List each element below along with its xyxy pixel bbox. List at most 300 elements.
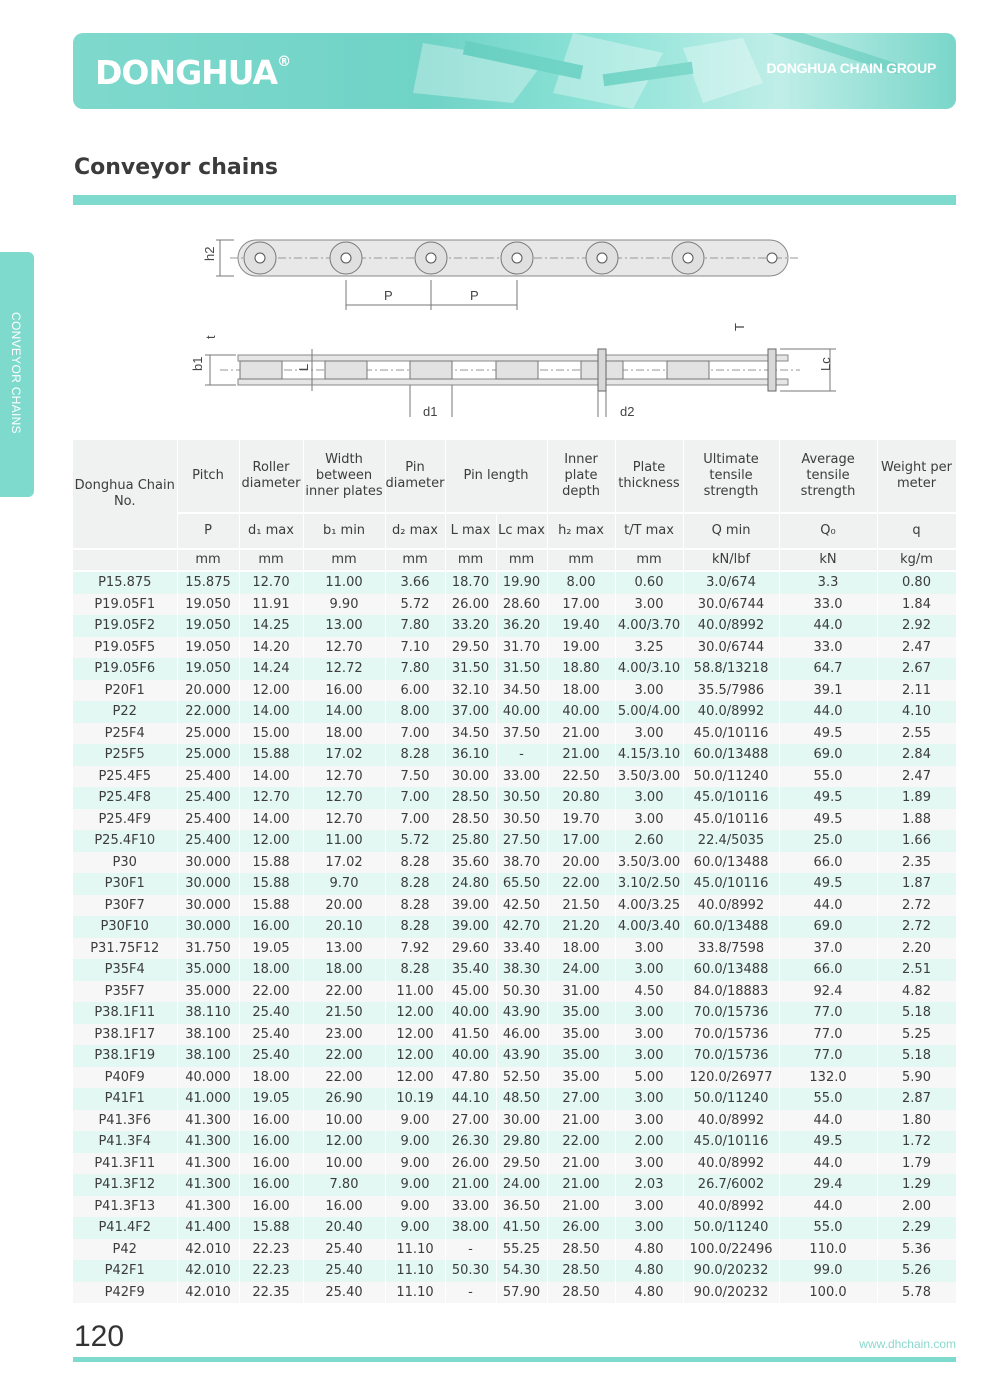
table-cell: 7.80: [385, 658, 445, 680]
table-cell: 12.00: [385, 1002, 445, 1024]
chain-number-cell: P41.3F13: [73, 1196, 177, 1218]
unit-cell: mm: [547, 549, 615, 571]
table-cell: 3.00: [615, 938, 683, 960]
table-body: [73, 571, 956, 1303]
chain-number-cell: P42: [73, 1239, 177, 1261]
table-cell: 25.400: [177, 787, 239, 809]
chain-number-cell: P30: [73, 852, 177, 874]
header-roller-diameter: Roller diameter: [239, 440, 303, 513]
table-cell: -: [496, 744, 547, 766]
table-cell: 44.0: [779, 701, 877, 723]
table-cell: 31.70: [496, 637, 547, 659]
table-row: [73, 852, 956, 874]
table-cell: 4.50: [615, 981, 683, 1003]
table-cell: 2.92: [877, 615, 956, 637]
table-cell: 13.00: [303, 615, 385, 637]
table-cell: 44.0: [779, 895, 877, 917]
table-cell: 28.50: [445, 787, 496, 809]
table-cell: 21.00: [547, 1196, 615, 1218]
table-cell: 26.00: [445, 1153, 496, 1175]
table-cell: 10.00: [303, 1110, 385, 1132]
table-cell: 31.750: [177, 938, 239, 960]
table-cell: 9.00: [385, 1131, 445, 1153]
table-cell: 41.50: [496, 1217, 547, 1239]
table-cell: 21.00: [547, 1153, 615, 1175]
chain-number-cell: P38.1F17: [73, 1024, 177, 1046]
table-cell: 41.400: [177, 1217, 239, 1239]
table-cell: 19.40: [547, 615, 615, 637]
unit-cell: kg/m: [877, 549, 956, 571]
table-cell: 50.0/11240: [683, 766, 779, 788]
table-cell: 35.000: [177, 981, 239, 1003]
table-cell: 25.40: [239, 1045, 303, 1067]
table-cell: 24.80: [445, 873, 496, 895]
table-row: [73, 1282, 956, 1304]
table-row: [73, 1110, 956, 1132]
table-row: [73, 1088, 956, 1110]
table-cell: 16.00: [303, 1196, 385, 1218]
table-cell: 45.0/10116: [683, 1131, 779, 1153]
table-cell: 29.80: [496, 1131, 547, 1153]
table-cell: 30.000: [177, 852, 239, 874]
table-cell: 26.7/6002: [683, 1174, 779, 1196]
table-cell: 18.80: [547, 658, 615, 680]
header-width-between: Width between inner plates: [303, 440, 385, 513]
table-row: [73, 1260, 956, 1282]
table-cell: 22.00: [303, 1067, 385, 1089]
table-cell: 70.0/15736: [683, 1045, 779, 1067]
table-cell: 48.50: [496, 1088, 547, 1110]
table-cell: 2.84: [877, 744, 956, 766]
table-cell: 15.875: [177, 571, 239, 594]
table-cell: 26.00: [547, 1217, 615, 1239]
unit-cell: mm: [177, 549, 239, 571]
chain-number-cell: P19.05F6: [73, 658, 177, 680]
table-cell: 38.00: [445, 1217, 496, 1239]
table-cell: 20.000: [177, 680, 239, 702]
symbol-cell: L max: [445, 513, 496, 549]
table-cell: 21.00: [547, 1174, 615, 1196]
table-cell: 36.20: [496, 615, 547, 637]
table-cell: 14.00: [239, 701, 303, 723]
table-cell: 7.80: [303, 1174, 385, 1196]
table-cell: 37.00: [445, 701, 496, 723]
table-cell: 15.88: [239, 744, 303, 766]
table-cell: 22.35: [239, 1282, 303, 1304]
table-row: [73, 895, 956, 917]
table-cell: 49.5: [779, 787, 877, 809]
table-cell: 25.000: [177, 723, 239, 745]
table-cell: 35.00: [547, 1002, 615, 1024]
table-row: [73, 1045, 956, 1067]
chain-number-cell: P35F7: [73, 981, 177, 1003]
table-cell: 45.0/10116: [683, 873, 779, 895]
chain-number-cell: P42F1: [73, 1260, 177, 1282]
table-cell: 28.50: [547, 1239, 615, 1261]
header-ultimate-strength: Ultimate tensile strength: [683, 440, 779, 513]
unit-cell: mm: [303, 549, 385, 571]
footer-divider: [73, 1357, 956, 1362]
table-cell: 16.00: [239, 1174, 303, 1196]
table-cell: 36.10: [445, 744, 496, 766]
table-cell: 16.00: [239, 916, 303, 938]
table-cell: 22.00: [547, 1131, 615, 1153]
chain-number-cell: P31.75F12: [73, 938, 177, 960]
symbol-cell: Lc max: [496, 513, 547, 549]
table-cell: 55.0: [779, 1217, 877, 1239]
table-cell: 29.50: [496, 1153, 547, 1175]
table-cell: 33.40: [496, 938, 547, 960]
table-cell: 132.0: [779, 1067, 877, 1089]
table-cell: 50.0/11240: [683, 1088, 779, 1110]
svg-text:P: P: [384, 288, 393, 303]
header-plate-thickness: Plate thickness: [615, 440, 683, 513]
table-cell: 5.72: [385, 830, 445, 852]
table-cell: 35.00: [547, 1024, 615, 1046]
table-cell: 4.00/3.70: [615, 615, 683, 637]
table-cell: 3.3: [779, 571, 877, 594]
table-cell: 3.66: [385, 571, 445, 594]
table-cell: 42.010: [177, 1282, 239, 1304]
table-cell: 8.28: [385, 744, 445, 766]
table-cell: 40.0/8992: [683, 1196, 779, 1218]
table-cell: 7.50: [385, 766, 445, 788]
chain-number-cell: P30F10: [73, 916, 177, 938]
table-cell: 21.20: [547, 916, 615, 938]
table-cell: 99.0: [779, 1260, 877, 1282]
table-cell: 41.50: [445, 1024, 496, 1046]
table-cell: 66.0: [779, 852, 877, 874]
table-cell: 2.67: [877, 658, 956, 680]
footer-url: www.dhchain.com: [859, 1337, 956, 1351]
table-cell: 28.50: [547, 1260, 615, 1282]
table-cell: 2.11: [877, 680, 956, 702]
group-name: DONGHUA CHAIN GROUP: [766, 60, 936, 76]
table-cell: 7.92: [385, 938, 445, 960]
table-cell: 19.00: [547, 637, 615, 659]
chain-number-cell: P41.4F2: [73, 1217, 177, 1239]
table-cell: 77.0: [779, 1024, 877, 1046]
table-cell: 58.8/13218: [683, 658, 779, 680]
table-cell: 92.4: [779, 981, 877, 1003]
table-cell: 45.0/10116: [683, 809, 779, 831]
table-cell: 31.50: [445, 658, 496, 680]
table-cell: 31.50: [496, 658, 547, 680]
table-cell: 16.00: [239, 1196, 303, 1218]
table-cell: 1.87: [877, 873, 956, 895]
table-cell: 4.00/3.10: [615, 658, 683, 680]
table-cell: 3.00: [615, 1153, 683, 1175]
table-cell: 35.40: [445, 959, 496, 981]
table-cell: 25.0: [779, 830, 877, 852]
table-cell: 40.0/8992: [683, 1153, 779, 1175]
table-cell: 11.00: [303, 571, 385, 594]
table-cell: 16.00: [239, 1131, 303, 1153]
table-cell: 44.0: [779, 615, 877, 637]
table-cell: 25.400: [177, 809, 239, 831]
table-cell: 27.00: [547, 1088, 615, 1110]
table-row: [73, 787, 956, 809]
unit-cell: kN: [779, 549, 877, 571]
table-cell: 14.25: [239, 615, 303, 637]
table-cell: 3.00: [615, 1196, 683, 1218]
svg-text:L: L: [296, 363, 311, 371]
table-cell: 26.90: [303, 1088, 385, 1110]
chain-number-cell: P30F1: [73, 873, 177, 895]
table-cell: 45.0/10116: [683, 787, 779, 809]
table-cell: 40.0/8992: [683, 615, 779, 637]
table-cell: 42.010: [177, 1239, 239, 1261]
table-cell: 19.90: [496, 571, 547, 594]
table-cell: 4.00/3.25: [615, 895, 683, 917]
table-cell: 21.00: [547, 1110, 615, 1132]
table-row: [73, 680, 956, 702]
table-cell: 33.0: [779, 637, 877, 659]
symbol-cell: b₁ min: [303, 513, 385, 549]
table-cell: 37.0: [779, 938, 877, 960]
chain-number-cell: P41F1: [73, 1088, 177, 1110]
table-cell: 16.00: [239, 1110, 303, 1132]
table-cell: 25.40: [239, 1002, 303, 1024]
table-cell: 28.50: [547, 1282, 615, 1304]
table-cell: 12.70: [239, 787, 303, 809]
table-cell: 12.70: [239, 571, 303, 594]
table-cell: 8.28: [385, 916, 445, 938]
table-cell: 40.00: [445, 1002, 496, 1024]
section-side-tab: [0, 252, 34, 497]
table-cell: 22.000: [177, 701, 239, 723]
table-cell: 16.00: [239, 1153, 303, 1175]
table-cell: 2.20: [877, 938, 956, 960]
symbol-cell: P: [177, 513, 239, 549]
table-row: [73, 1067, 956, 1089]
chain-number-cell: P19.05F1: [73, 594, 177, 616]
table-cell: 41.300: [177, 1131, 239, 1153]
table-cell: 77.0: [779, 1045, 877, 1067]
table-cell: 3.00: [615, 1045, 683, 1067]
table-row: [73, 938, 956, 960]
table-cell: 4.15/3.10: [615, 744, 683, 766]
svg-text:d1: d1: [423, 404, 438, 419]
table-cell: 0.60: [615, 571, 683, 594]
table-cell: 4.00/3.40: [615, 916, 683, 938]
table-cell: 66.0: [779, 959, 877, 981]
table-cell: 3.25: [615, 637, 683, 659]
table-row: [73, 615, 956, 637]
table-cell: 44.10: [445, 1088, 496, 1110]
table-cell: 5.26: [877, 1260, 956, 1282]
symbol-cell: Q min: [683, 513, 779, 549]
table-cell: 110.0: [779, 1239, 877, 1261]
table-cell: 17.00: [547, 830, 615, 852]
table-cell: 15.00: [239, 723, 303, 745]
unit-cell-empty: [73, 549, 177, 571]
table-cell: 77.0: [779, 1002, 877, 1024]
table-cell: 21.00: [445, 1174, 496, 1196]
table-cell: 49.5: [779, 723, 877, 745]
table-cell: 9.90: [303, 594, 385, 616]
table-cell: 25.400: [177, 830, 239, 852]
table-cell: 10.19: [385, 1088, 445, 1110]
table-cell: 15.88: [239, 873, 303, 895]
table-cell: 19.050: [177, 615, 239, 637]
table-row: [73, 959, 956, 981]
table-cell: 69.0: [779, 744, 877, 766]
table-cell: 49.5: [779, 809, 877, 831]
table-cell: 3.00: [615, 1110, 683, 1132]
table-cell: 14.00: [239, 809, 303, 831]
table-row: [73, 830, 956, 852]
table-cell: 2.35: [877, 852, 956, 874]
chain-number-cell: P38.1F19: [73, 1045, 177, 1067]
table-cell: 22.4/5035: [683, 830, 779, 852]
table-cell: 12.70: [303, 637, 385, 659]
table-cell: 19.050: [177, 658, 239, 680]
table-cell: -: [445, 1282, 496, 1304]
table-cell: 65.50: [496, 873, 547, 895]
table-cell: 17.00: [547, 594, 615, 616]
table-cell: 28.60: [496, 594, 547, 616]
table-cell: 84.0/18883: [683, 981, 779, 1003]
table-cell: 47.80: [445, 1067, 496, 1089]
table-cell: 1.72: [877, 1131, 956, 1153]
table-row: [73, 981, 956, 1003]
table-cell: 30.00: [445, 766, 496, 788]
table-cell: 14.00: [303, 701, 385, 723]
table-cell: 46.00: [496, 1024, 547, 1046]
symbol-cell: t/T max: [615, 513, 683, 549]
table-cell: 18.00: [239, 1067, 303, 1089]
table-cell: 3.00: [615, 1217, 683, 1239]
table-cell: 9.00: [385, 1196, 445, 1218]
table-row: [73, 916, 956, 938]
table-cell: 12.70: [303, 787, 385, 809]
table-cell: 23.00: [303, 1024, 385, 1046]
table-cell: 11.10: [385, 1239, 445, 1261]
table-cell: 33.00: [445, 1196, 496, 1218]
table-cell: 7.00: [385, 809, 445, 831]
table-cell: 9.00: [385, 1174, 445, 1196]
table-cell: 2.87: [877, 1088, 956, 1110]
table-cell: 19.05: [239, 938, 303, 960]
table-row: [73, 744, 956, 766]
table-cell: 34.50: [445, 723, 496, 745]
table-row: [73, 1239, 956, 1261]
table-row: [73, 1196, 956, 1218]
table-cell: 14.24: [239, 658, 303, 680]
table-cell: 12.00: [303, 1131, 385, 1153]
table-cell: 8.28: [385, 852, 445, 874]
table-cell: 15.88: [239, 895, 303, 917]
table-cell: 5.25: [877, 1024, 956, 1046]
table-cell: 70.0/15736: [683, 1024, 779, 1046]
table-cell: 40.00: [496, 701, 547, 723]
table-cell: 3.00: [615, 787, 683, 809]
header-average-strength: Average tensile strength: [779, 440, 877, 513]
chain-number-cell: P30F7: [73, 895, 177, 917]
table-cell: 2.72: [877, 916, 956, 938]
table-cell: 45.00: [445, 981, 496, 1003]
table-cell: 21.50: [547, 895, 615, 917]
table-cell: 40.0/8992: [683, 701, 779, 723]
table-cell: 31.00: [547, 981, 615, 1003]
table-row: [73, 1174, 956, 1196]
header-inner-plate-depth: Inner plate depth: [547, 440, 615, 513]
table-cell: 25.40: [303, 1260, 385, 1282]
page-number: 120: [74, 1320, 125, 1353]
table-cell: 43.90: [496, 1045, 547, 1067]
table-cell: 3.00: [615, 1088, 683, 1110]
chain-number-cell: P22: [73, 701, 177, 723]
chain-number-cell: P41.3F6: [73, 1110, 177, 1132]
table-row: [73, 594, 956, 616]
table-cell: 25.40: [239, 1024, 303, 1046]
chain-number-cell: P25.4F5: [73, 766, 177, 788]
header-chain-no: Donghua Chain No.: [73, 440, 177, 549]
table-cell: 39.1: [779, 680, 877, 702]
table-cell: 20.10: [303, 916, 385, 938]
table-cell: 8.28: [385, 873, 445, 895]
table-cell: 90.0/20232: [683, 1260, 779, 1282]
table-row: [73, 658, 956, 680]
table-cell: 34.50: [496, 680, 547, 702]
table-cell: 18.00: [547, 680, 615, 702]
table-row: [73, 809, 956, 831]
table-cell: 36.50: [496, 1196, 547, 1218]
table-row: [73, 571, 956, 594]
symbol-row: [73, 513, 956, 549]
symbol-cell: Q₀: [779, 513, 877, 549]
svg-text:Lc: Lc: [818, 357, 833, 371]
table-cell: 9.00: [385, 1110, 445, 1132]
table-cell: 5.18: [877, 1045, 956, 1067]
table-cell: 25.80: [445, 830, 496, 852]
table-cell: 40.0/8992: [683, 895, 779, 917]
table-cell: 11.00: [303, 830, 385, 852]
table-cell: 12.70: [303, 809, 385, 831]
table-cell: 20.80: [547, 787, 615, 809]
table-cell: 33.00: [496, 766, 547, 788]
table-cell: 4.80: [615, 1282, 683, 1304]
table-cell: 7.00: [385, 723, 445, 745]
table-cell: 25.400: [177, 766, 239, 788]
table-cell: 60.0/13488: [683, 744, 779, 766]
table-cell: 2.00: [877, 1196, 956, 1218]
table-header: [73, 440, 956, 571]
table-row: [73, 873, 956, 895]
table-cell: 35.5/7986: [683, 680, 779, 702]
table-cell: 54.30: [496, 1260, 547, 1282]
svg-text:d2: d2: [620, 404, 635, 419]
table-cell: 39.00: [445, 895, 496, 917]
table-cell: 35.60: [445, 852, 496, 874]
table-cell: 2.47: [877, 766, 956, 788]
table-cell: 1.66: [877, 830, 956, 852]
table-cell: 44.0: [779, 1196, 877, 1218]
table-cell: 17.02: [303, 744, 385, 766]
table-cell: 42.010: [177, 1260, 239, 1282]
table-cell: 15.88: [239, 1217, 303, 1239]
table-cell: 22.00: [547, 873, 615, 895]
table-cell: 2.29: [877, 1217, 956, 1239]
table-cell: 12.00: [385, 1045, 445, 1067]
table-cell: 2.72: [877, 895, 956, 917]
symbol-cell: d₂ max: [385, 513, 445, 549]
title-divider: [73, 195, 956, 205]
table-cell: -: [445, 1239, 496, 1261]
table-cell: 8.00: [547, 571, 615, 594]
table-cell: 3.50/3.00: [615, 766, 683, 788]
